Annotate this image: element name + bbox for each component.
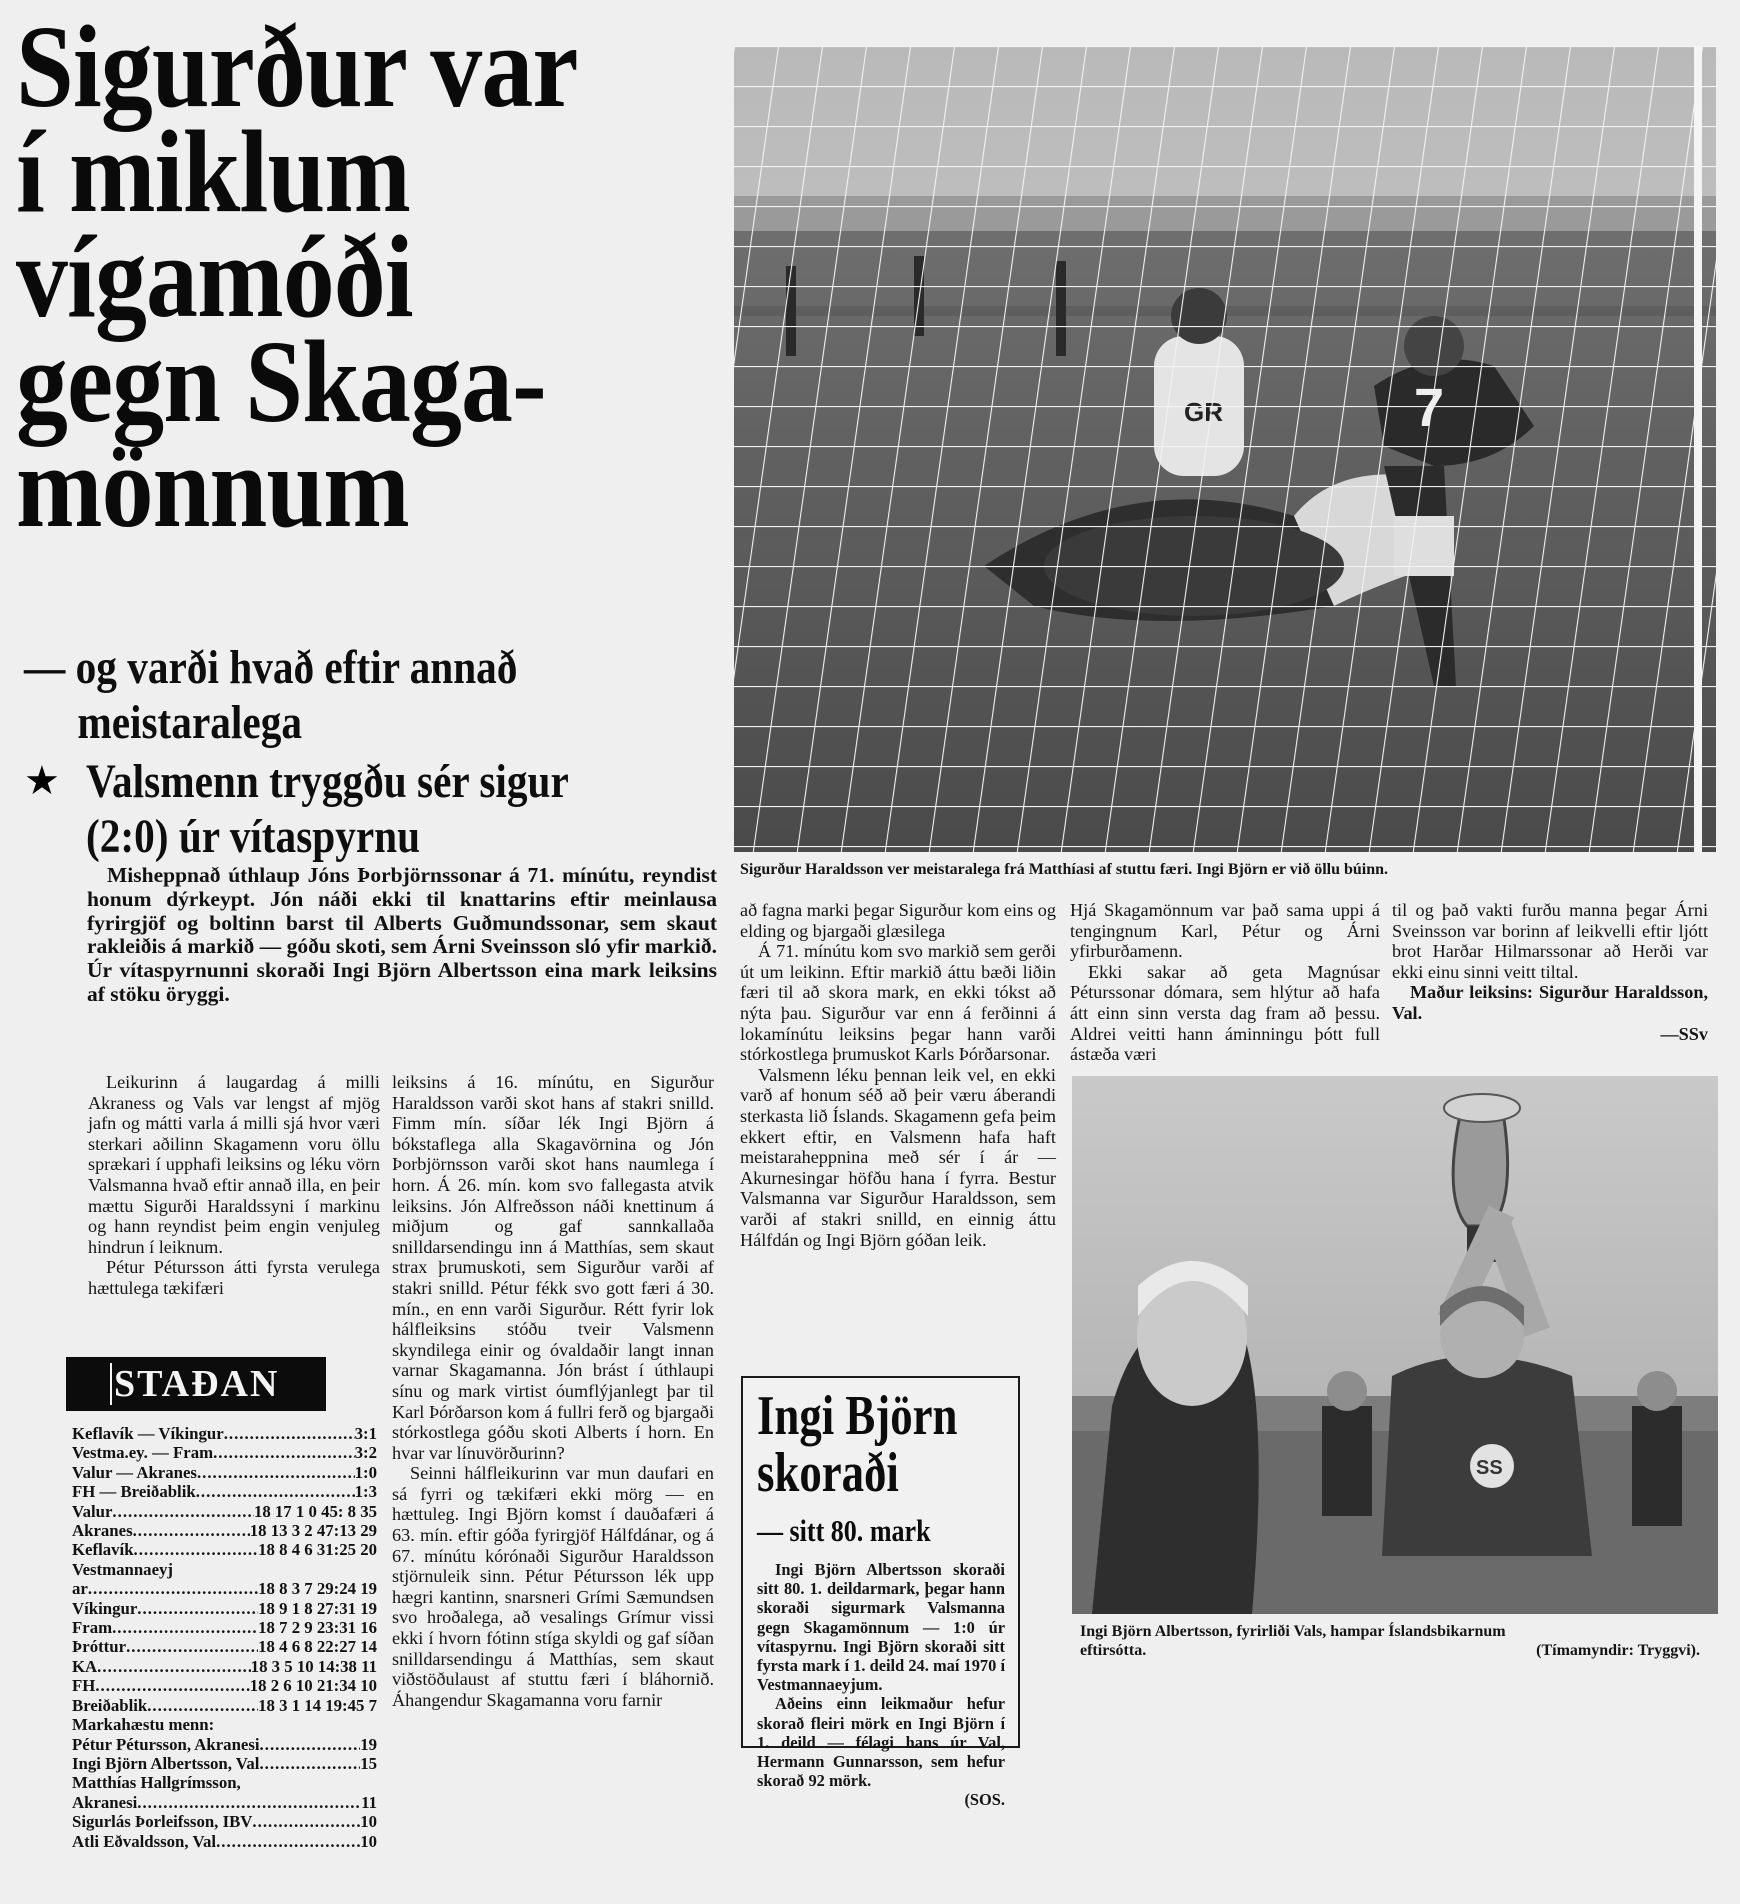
standings-title: STAÐAN bbox=[66, 1357, 326, 1411]
box-body bbox=[757, 1560, 1005, 1810]
man-of-the-match: Maður leiksins: Sigurður Haraldsson, Val. bbox=[1392, 982, 1708, 1023]
leader-dots bbox=[88, 1579, 258, 1598]
row-value: 18 9 1 8 27:31 19 bbox=[258, 1598, 377, 1618]
leader-dots bbox=[224, 1424, 355, 1443]
headline-line: gegn Skaga- bbox=[16, 316, 546, 447]
goal-net-image bbox=[734, 46, 1716, 852]
row-label: Sigurlás Þorleifsson, IBV bbox=[72, 1812, 253, 1832]
row-value: 18 8 3 7 29:24 19 bbox=[258, 1579, 377, 1599]
table-row bbox=[72, 1735, 377, 1754]
row-value: 18 8 4 6 31:25 20 bbox=[258, 1540, 377, 1560]
row-label: Fram bbox=[72, 1618, 113, 1638]
row-value: 18 3 5 10 14:38 11 bbox=[250, 1656, 377, 1676]
row-value: 18 17 1 0 45: 8 35 bbox=[253, 1501, 377, 1521]
row-label: Þróttur bbox=[72, 1637, 127, 1657]
leader-dots bbox=[134, 1540, 259, 1559]
row-value: 3:2 bbox=[354, 1443, 377, 1463]
paragraph: að fagna marki þegar Sigurður kom eins og elding og bjargaði glæsilega bbox=[740, 900, 1056, 941]
paragraph: Valsmenn léku þennan leik vel, en ekki varð af honum séð að þeir væru áberandi sterkasta lið Íslands. Skagamenn gefa þeim ekkert eftir, en Valsmenn hafa haft meistaraheppnina með sér í ár — Akurnesingar höfðu hana í fyrra. Bestur Valsmanna var Sigurður Haraldsson, sem varði af stakri snilld, en einnig áttu Hálfdán og Ingi Björn góðan leik. bbox=[740, 1064, 1056, 1250]
photo-2-caption bbox=[1080, 1622, 1700, 1660]
leader-dots bbox=[95, 1676, 249, 1695]
standings-title-rule bbox=[110, 1363, 112, 1405]
paragraph: Á 71. mínútu kom svo markið sem gerði út um leikinn. Eftir markið áttu bæði liðin færi til að skora mark, en ekki tókst að nýta þau. Sigurður var enn á ferðinni á lokamínútu leiksins þegar hann varði stórkostlega þrumuskot Karls Þórðarsonar. bbox=[740, 941, 1056, 1065]
byline-signature: —SSv bbox=[1660, 1023, 1708, 1044]
table-row bbox=[72, 1696, 377, 1715]
row-value: 10 bbox=[360, 1831, 377, 1851]
table-row bbox=[72, 1676, 377, 1695]
box-headline-line: Ingi Björn bbox=[757, 1385, 958, 1447]
paragraph: til og það vakti furðu manna þegar Árni Sveinsson var borinn af leikvelli eftir ljótt brot Harðar Hilmarssonar að Herði var ekki einu sinni veitt tiltal. bbox=[1392, 900, 1708, 982]
table-row bbox=[72, 1560, 377, 1579]
leader-dots bbox=[260, 1735, 361, 1754]
table-row bbox=[72, 1812, 377, 1831]
trophy-celebration-image bbox=[1072, 1076, 1718, 1614]
paragraph: Pétur Pétursson átti fyrsta verulega hættulega tækifæri bbox=[88, 1257, 380, 1298]
leader-dots bbox=[126, 1637, 258, 1656]
caption-line: Ingi Björn Albertsson, fyrirliði Vals, hampar Íslandsbikarnum bbox=[1080, 1623, 1506, 1640]
row-label: Víkingur bbox=[72, 1598, 138, 1618]
leader-dots bbox=[97, 1657, 251, 1676]
row-value: 15 bbox=[360, 1753, 377, 1773]
leader-dots bbox=[147, 1696, 258, 1715]
row-label: ar bbox=[72, 1579, 88, 1599]
row-label: Keflavík — Víkingur bbox=[72, 1424, 224, 1443]
row-label: Ingi Björn Albertsson, Val bbox=[72, 1753, 260, 1773]
table-row bbox=[72, 1832, 377, 1851]
row-value: 19 bbox=[360, 1734, 377, 1754]
row-value: 18 4 6 8 22:27 14 bbox=[258, 1637, 377, 1657]
headline-line: Sigurður var bbox=[16, 1, 578, 132]
paragraph: Hjá Skagamönnum var það sama uppi á tengingnum Karl, Pétur og Árni yfirburðamenn. bbox=[1070, 900, 1380, 962]
badge-text: SS bbox=[1476, 1457, 1503, 1479]
row-label: Valur bbox=[72, 1501, 113, 1521]
row-label: Atli Eðvaldsson, Val bbox=[72, 1831, 217, 1851]
table-row bbox=[72, 1463, 377, 1482]
star-icon: ★ bbox=[24, 758, 60, 804]
table-row bbox=[72, 1521, 377, 1540]
row-value: 18 7 2 9 23:31 16 bbox=[258, 1618, 377, 1638]
caption-line: eftirsótta. bbox=[1080, 1642, 1147, 1659]
trophy-photo bbox=[1072, 1076, 1718, 1614]
article-column-5 bbox=[1392, 900, 1708, 1044]
table-row bbox=[72, 1793, 377, 1812]
table-row bbox=[72, 1773, 377, 1792]
paragraph: Ingi Björn Albertsson skoraði sitt 80. 1. deildarmark, þegar hann skoraði sigurmark Valsmanna gegn Skagamönnum — 1:0 úr vítaspyrnu. Ingi Björn skoraði sitt fyrsta mark í 1. deild 24. maí 1970 í Vestmannaeyjum. bbox=[757, 1560, 1005, 1695]
headline-line: vígamóði bbox=[16, 211, 413, 342]
row-label: Matthías Hallgrímsson, bbox=[72, 1773, 241, 1793]
row-value: 1:3 bbox=[354, 1482, 377, 1502]
row-label: Pétur Pétursson, Akranesi bbox=[72, 1734, 260, 1754]
row-label: FH bbox=[72, 1676, 96, 1696]
sidebar-box bbox=[741, 1376, 1020, 1810]
paragraph: Aðeins einn leikmaður hefur skorað fleiri mörk en Ingi Björn í 1. deild — félagi hans úr Val, Hermann Gunnarsson, sem hefur skorað 92 mörk. bbox=[757, 1694, 1005, 1791]
row-label: Breiðablik bbox=[72, 1695, 148, 1715]
row-label: Akranesi bbox=[72, 1792, 138, 1812]
headline-line: mönnum bbox=[16, 421, 409, 552]
row-label: Valur — Akranes bbox=[72, 1462, 197, 1482]
lead-text: Misheppnað úthlaup Jóns Þorbjörnssonar á 71. mínútu, reyndist honum dýrkeypt. Jón náði ekki til knattarins eftir meinlausa fyrirgjöf og boltinn barst til Alberts Guðmundssonar, sem skaut rakleiðis á markið — góðu skoti, sem Árni Sveinsson sló yfir markið. Úr vítaspyrnunni skoraði Ingi Björn Albertsson eina mark leiksins af stöku öryggi. bbox=[87, 863, 717, 1006]
subhead-line: — og varði hvað eftir annað bbox=[24, 641, 518, 694]
subhead-2 bbox=[86, 754, 569, 864]
leader-dots bbox=[137, 1793, 361, 1812]
leader-dots bbox=[137, 1599, 258, 1618]
table-row bbox=[72, 1482, 377, 1501]
photo-credit: (Tímamyndir: Tryggvi). bbox=[1536, 1642, 1700, 1659]
box-headline-line: skoraði bbox=[757, 1442, 899, 1504]
table-row bbox=[72, 1754, 377, 1773]
paragraph: Leikurinn á laugardag á milli Akraness og Vals var lengst af mjög jafn og mátti varla á milli sjá hvor væri sterkari aðilinn Skagamenn voru öllu sprækari í upphafi leiksins og léku vörn Valsmanna hvað eftir annað illa, en þeir mættu Sigurði Haraldssyni í markinu og hann reyndist þeim engin venjuleg hindrun í leiknum. bbox=[88, 1072, 380, 1257]
row-value: 3:1 bbox=[354, 1424, 377, 1443]
subhead-1 bbox=[24, 640, 517, 750]
box-headline bbox=[757, 1385, 958, 1504]
leader-dots bbox=[133, 1521, 250, 1540]
box-signature: (SOS. bbox=[964, 1790, 1005, 1810]
article-column-2 bbox=[392, 1072, 714, 1710]
leader-dots bbox=[252, 1812, 360, 1831]
table-row bbox=[72, 1618, 377, 1637]
article-column-3 bbox=[740, 900, 1056, 1250]
goalkeeper-save-photo bbox=[734, 46, 1716, 852]
subhead-line: (2:0) úr vítaspyrnu bbox=[86, 810, 421, 863]
row-label: FH — Breiðablik bbox=[72, 1482, 196, 1502]
standings-table bbox=[72, 1424, 377, 1851]
leader-dots bbox=[112, 1618, 258, 1637]
row-label: Keflavík bbox=[72, 1540, 134, 1560]
box-subhead: — sitt 80. mark bbox=[757, 1513, 931, 1548]
row-value: 18 2 6 10 21:34 10 bbox=[249, 1676, 377, 1696]
leader-dots bbox=[196, 1482, 355, 1501]
table-row bbox=[72, 1424, 377, 1443]
table-row bbox=[72, 1599, 377, 1618]
subhead-line: Valsmenn tryggðu sér sigur bbox=[86, 755, 569, 808]
leader-dots bbox=[197, 1463, 355, 1482]
row-value: 1:0 bbox=[354, 1462, 377, 1482]
lead-paragraph bbox=[87, 864, 717, 1007]
row-value: 18 13 3 2 47:13 29 bbox=[249, 1521, 377, 1541]
row-label: Vestmannaeyj bbox=[72, 1559, 173, 1579]
photo-1-caption: Sigurður Haraldsson ver meistaralega frá Matthíasi af stuttu færi. Ingi Björn er við öllu búinn. bbox=[740, 861, 1389, 878]
paragraph: Ekki sakar að geta Magnúsar Péturssonar dómara, sem hlýtur að hafa átt einn sinn versta dag fram að þessu. Aldrei veitti hann áminningu þótt full ástæða væri bbox=[1070, 961, 1380, 1065]
leader-dots bbox=[112, 1502, 254, 1521]
table-row bbox=[72, 1443, 377, 1462]
table-row bbox=[72, 1502, 377, 1521]
table-row bbox=[72, 1540, 377, 1559]
article-column-1 bbox=[88, 1072, 380, 1299]
row-value: 11 bbox=[361, 1792, 377, 1812]
row-label: Vestma.ey. — Fram bbox=[72, 1443, 214, 1463]
table-row bbox=[72, 1657, 377, 1676]
leader-dots bbox=[216, 1832, 360, 1851]
row-label: KA bbox=[72, 1656, 98, 1676]
row-value: 10 bbox=[360, 1812, 377, 1832]
table-row bbox=[72, 1637, 377, 1656]
row-value: 18 3 1 14 19:45 7 bbox=[258, 1695, 377, 1715]
leader-dots bbox=[259, 1754, 360, 1773]
scorers-title: Markahæstu menn: bbox=[72, 1715, 215, 1735]
article-column-4 bbox=[1070, 900, 1380, 1065]
main-headline bbox=[16, 1, 637, 552]
leader-dots bbox=[213, 1443, 355, 1462]
paragraph: leiksins á 16. mínútu, en Sigurður Haraldsson varði skot hans af stakri snilld. Fimm mín. síðar lék Ingi Björn á bókstaflega alla Skagavörnina og Jón Þorbjörnsson varði skot hans naumlega í horn. Á 26. mín. kom svo fallegasta atvik leiksins. Jón Alfreðsson náði knettinum á miðjum og gaf sannkallaða snilldarsendingu inn á Matthías, sem skaut strax þrumuskoti, sem Sigurður varði af stakri snilld. Pétur fékk svo gott færi á 30. mín., en enn varði Sigurður. Rétt fyrir lok hálfleiksins stóðu tveir Valsmenn skyndilega einir og óvaldaðir langt innan varnar Skagamanna. Jón brást í úthlaupi sínu og mark virtist óumflýjanlegt þar til Karl Þórðarson kom á fullri ferð og bjargaði stórkostlega góðu skoti Alberts í horn. En hvar var línuvörðurinn? bbox=[392, 1072, 714, 1463]
subhead-line: meistaralega bbox=[77, 696, 302, 749]
headline-line: í miklum bbox=[16, 106, 410, 237]
row-label: Akranes bbox=[72, 1521, 133, 1541]
paragraph: Seinni hálfleikurinn var mun daufari en sá fyrri og tækifæri ekki mörg — en hættuleg. Ingi Björn komst í dauðafæri á 63. mín. eftir góða fyrirgjöf Hálfdánar, og á 67. mínútu kórónaði Sigurður Haraldsson stjörnuleik sinn. Pétur Pétursson lék upp hægri kantinn, snarsneri Grími Sæmundsen svo hroðalega, að vesalings Grímur vissi ekki í hvorn fótinn stíga skyldi og gaf síðan snilldarsendingu á Matthías, sem skaut viðstöðulaust af stuttu færi í bláhornið. Áhangendur Skagamanna voru farnir bbox=[392, 1463, 714, 1710]
table-row bbox=[72, 1579, 377, 1598]
